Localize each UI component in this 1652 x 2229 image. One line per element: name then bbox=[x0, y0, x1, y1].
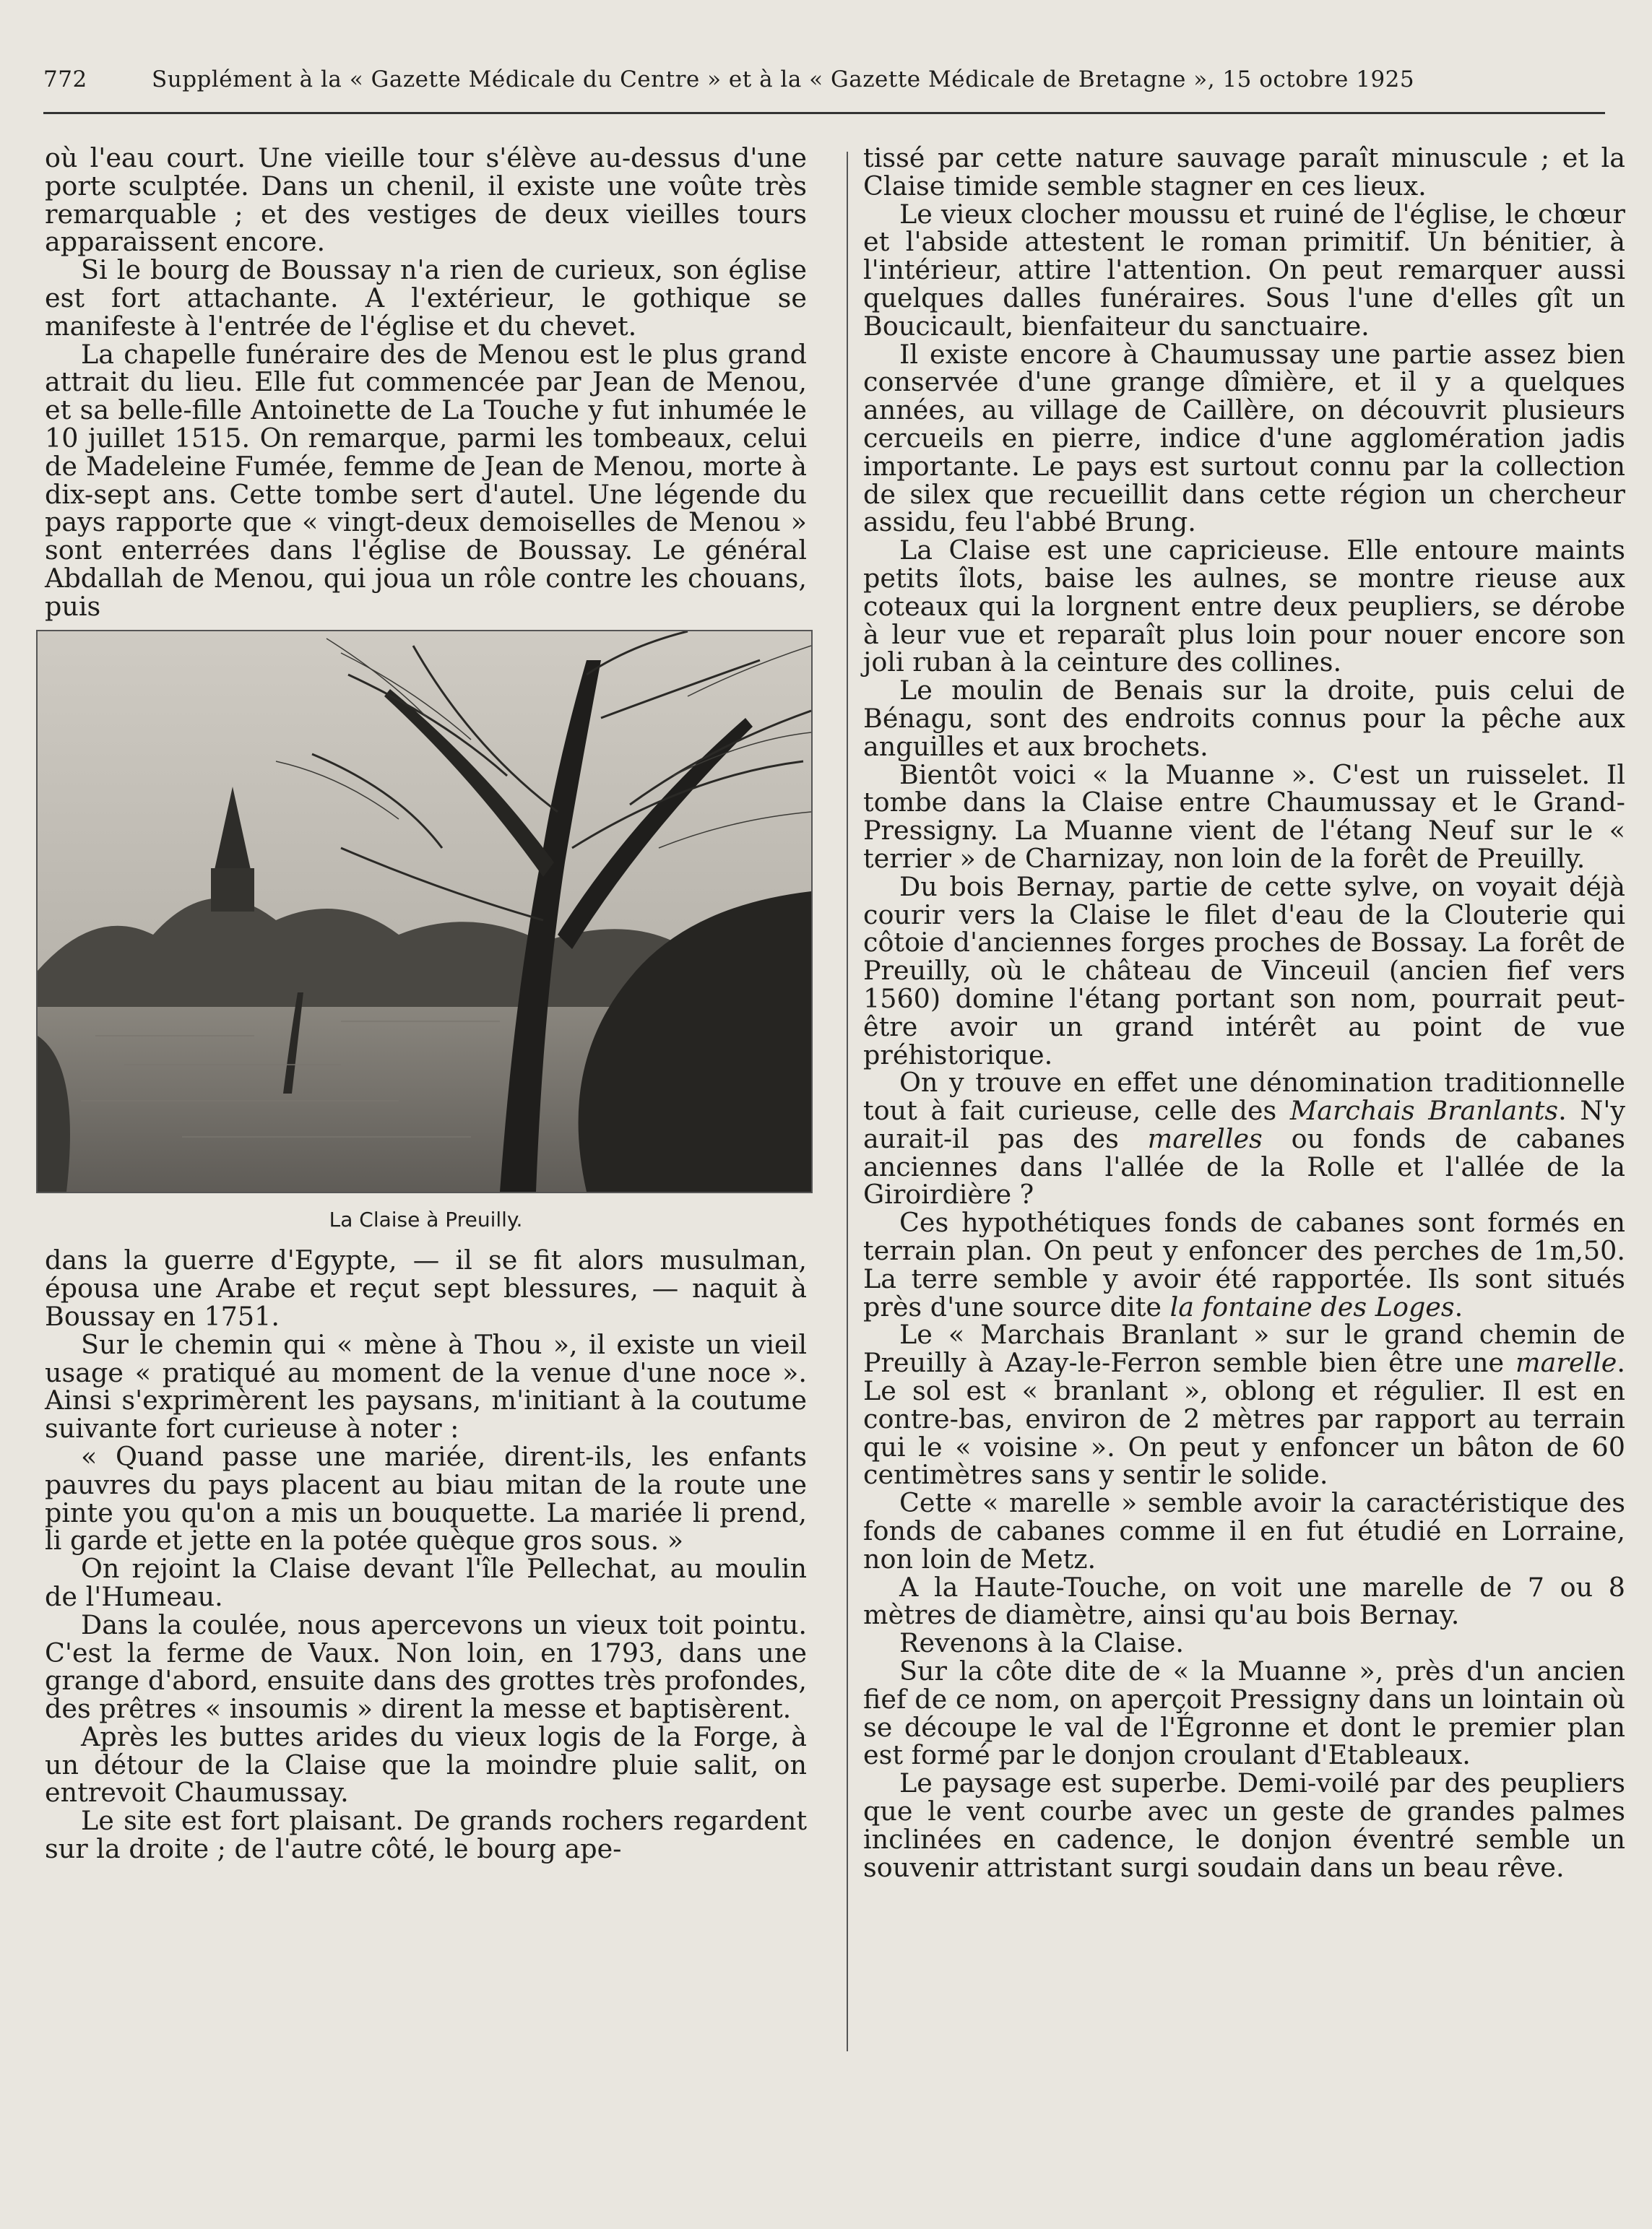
text-run: . Le sol est « branlant », oblong et régulier. Il est en contre-bas, environ de 2 mètres par rapport au terrain qui le « voisine ». On peut y enfoncer un bâton de 60 centimètres sans y sentir le solide. bbox=[863, 1347, 1625, 1491]
right-column bbox=[863, 144, 1625, 1882]
text-run: Le « Marchais Branlant » sur le grand chemin de Preuilly à Azay-le-Ferron semble bien être une bbox=[863, 1319, 1625, 1379]
column-rule bbox=[847, 152, 848, 2051]
text-run: . N'y aurait-il pas des bbox=[863, 1095, 1626, 1154]
paragraph: Le site est fort plaisant. De grands rochers regardent sur la droite ; de l'autre côté, le bourg ape- bbox=[45, 1805, 807, 1865]
text-run: On y trouve en effet une dénomination traditionnelle tout à fait curieuse, celle des bbox=[863, 1067, 1625, 1127]
paragraph bbox=[863, 1321, 1625, 1489]
paragraph: Il existe encore à Chaumussay une partie assez bien conservée d'une grange dîmière, et il y a quelques années, au village de Caillère, on découvrit plusieurs cercueils en pierre, indice d'une agglomération jadis importante. Le pays est surtout connu par la collection de silex que recueillit dans cette région un chercheur assidu, feu l'abbé Brung. bbox=[863, 338, 1625, 538]
paragraph bbox=[863, 1209, 1625, 1321]
paragraph bbox=[863, 1069, 1625, 1209]
paragraph: Si le bourg de Boussay n'a rien de curieux, son église est fort attachante. A l'extérieur, le gothique se manifeste à l'entrée de l'église et du chevet. bbox=[45, 254, 807, 342]
page-number: 772 bbox=[43, 66, 87, 92]
paragraph: Dans la coulée, nous apercevons un vieux toit pointu. C'est la ferme de Vaux. Non loin, en 1793, dans une grange d'abord, ensuite dans des grottes très profondes, des prêtres « insoumis » dirent la messe et baptisèrent. bbox=[45, 1609, 807, 1725]
paragraph: Le moulin de Benais sur la droite, puis celui de Bénagu, sont des endroits connus pour la pêche aux anguilles et aux brochets. bbox=[863, 675, 1625, 762]
paragraph: Revenons à la Claise. bbox=[899, 1627, 1184, 1659]
paragraph: La chapelle funéraire des de Menou est le plus grand attrait du lieu. Elle fut commencée par Jean de Menou, et sa belle-fille Antoinette de La Touche y fut inhumée le 10 juillet 1515. On remarque, parmi les tombeaux, celui de Madeleine Fumée, femme de Jean de Menou, morte à dix-sept ans. Cette tombe sert d'autel. Une légende du pays rapporte que « vingt-deux demoiselles de Menou » sont enterrées dans l'église de Boussay. Le général Abdallah de Menou, qui joua un rôle contre les chouans, puis bbox=[45, 338, 807, 622]
paragraph: Bientôt voici « la Muanne ». C'est un ruisselet. Il tombe dans la Claise entre Chaumussay et le Grand-Pressigny. La Muanne vient de l'étang Neuf sur le « terrier » de Charnizay, non loin de la forêt de Preuilly. bbox=[863, 758, 1625, 874]
paragraph: Cette « marelle » semble avoir la caractéristique des fonds de cabanes comme il en fut étudié en Lorraine, non loin de Metz. bbox=[863, 1487, 1625, 1575]
figure bbox=[45, 630, 807, 1234]
paragraph: La Claise est une capricieuse. Elle entoure maints petits îlots, baise les aulnes, se montre rieuse aux coteaux qui la lorgnent entre deux peupliers, se dérobe à leur vue et reparaît plus loin pour nouer encore son joli ruban à la ceinture des collines. bbox=[863, 534, 1625, 678]
left-column bbox=[45, 144, 807, 1864]
paragraph: dans la guerre d'Egypte, — il se fit alors musulman, épousa une Arabe et reçut sept blessures, — naquit à Boussay en 1751. bbox=[45, 1245, 807, 1332]
italic-term: marelles bbox=[1147, 1122, 1263, 1154]
paragraph: Le paysage est superbe. Demi-voilé par des peupliers que le vent courbe avec un geste de grandes palmes inclinées en cadence, le donjon éventré semble un souvenir attristant surgi soudain dans un beau rêve. bbox=[863, 1767, 1625, 1883]
italic-term: la fontaine des Loges bbox=[1169, 1291, 1455, 1323]
italic-term: marelle bbox=[1515, 1347, 1617, 1379]
paragraph: Sur la côte dite de « la Muanne », près d'un ancien fief de ce nom, on aperçoit Pressigny dans un lointain où se découpe le val de l'Égronne et dont le premier plan est formé par le donjon croulant d'Etableaux. bbox=[863, 1655, 1625, 1771]
paragraph: Après les buttes arides du vieux logis de la Forge, à un détour de la Claise que la moindre pluie salit, on entrevoit Chaumussay. bbox=[45, 1721, 807, 1809]
text-run: ou fonds de cabanes anciennes dans l'allée de la Rolle et l'allée de la Giroirdière ? bbox=[863, 1122, 1625, 1211]
paragraph: Le vieux clocher moussu et ruiné de l'église, le chœur et l'abside attestent le roman primitif. Un bénitier, à l'intérieur, attire l'attention. On peut remarquer aussi quelques dalles funéraires. Sous l'une d'elles gît un Boucicault, bienfaiteur du sanctuaire. bbox=[863, 198, 1625, 342]
paragraph: Sur le chemin qui « mène à Thou », il existe un vieil usage « pratiqué au moment de la venue d'une noce ». Ainsi s'exprimèrent les paysans, m'initiant à la coutume suivante fort curieuse à noter : bbox=[45, 1328, 807, 1445]
paragraph: tissé par cette nature sauvage paraît minuscule ; et la Claise timide semble stagner en ces lieux. bbox=[863, 142, 1625, 202]
italic-term: Marchais Branlants bbox=[1289, 1095, 1559, 1127]
text-run: . bbox=[1454, 1291, 1463, 1323]
running-title: Supplément à la « Gazette Médicale du Centre » et à la « Gazette Médicale de Bretagne », 15 octobre 1925 bbox=[152, 66, 1415, 92]
paragraph: On rejoint la Claise devant l'île Pellechat, au moulin de l'Humeau. bbox=[45, 1553, 807, 1612]
figure-caption: La Claise à Preuilly. bbox=[329, 1207, 523, 1232]
paragraph: où l'eau court. Une vieille tour s'élève au-dessus d'une porte sculptée. Dans un chenil, il existe une voûte très remarquable ; et des vestiges de deux vieilles tours apparaissent encore. bbox=[45, 142, 807, 258]
page-header bbox=[43, 66, 1604, 92]
header-rule bbox=[43, 112, 1605, 114]
paragraph: A la Haute-Touche, on voit une marelle de 7 ou 8 mètres de diamètre, ainsi qu'au bois Bernay. bbox=[863, 1571, 1625, 1631]
paragraph: « Quand passe une mariée, dirent-ils, les enfants pauvres du pays placent au biau mitan de la route une pinte you qu'on a mis un bouquette. La mariée li prend, li garde et jette en la potée quèque gros sous. » bbox=[45, 1440, 807, 1557]
text-run: Ces hypothétiques fonds de cabanes sont formés en terrain plan. On peut y enfoncer des perches de 1m,50. La terre semble y avoir été rapportée. Ils sont situés près d'une source dite bbox=[863, 1207, 1625, 1323]
river-photo bbox=[36, 630, 813, 1193]
paragraph: Du bois Bernay, partie de cette sylve, on voyait déjà courir vers la Claise le filet d'eau de la Clouterie qui côtoie d'anciennes forges proches de Bossay. La forêt de Preuilly, où le château de Vinceuil (ancien fief vers 1560) domine l'étang portant son nom, pourrait peut-être avoir un grand intérêt au point de vue préhistorique. bbox=[863, 870, 1625, 1070]
